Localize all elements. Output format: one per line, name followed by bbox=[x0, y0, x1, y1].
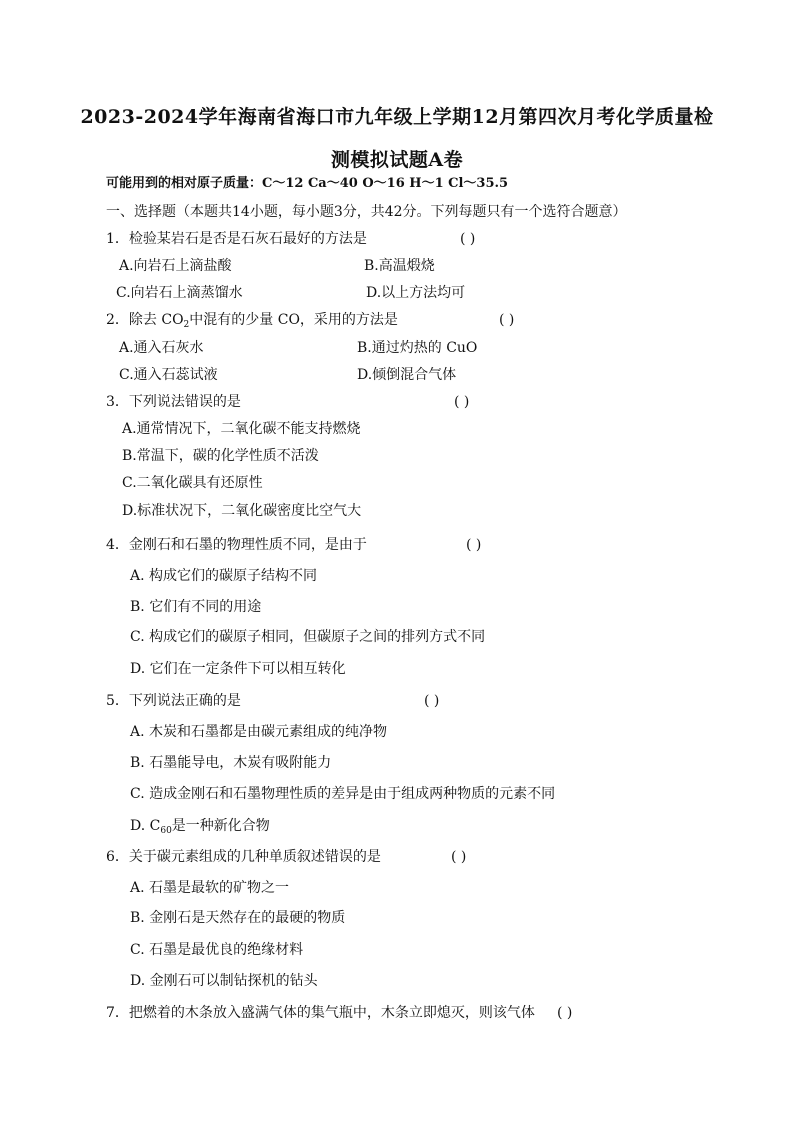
question-6-answer-blank: ( ) bbox=[451, 849, 467, 865]
subscript-2: 2 bbox=[183, 320, 190, 330]
question-3-option-d: D.标准状况下，二氧化碳密度比空气大 bbox=[122, 503, 362, 519]
subscript-60: 60 bbox=[160, 826, 172, 836]
exam-title-line-2: 测模拟试题A卷 bbox=[330, 149, 464, 171]
section-heading: 一、选择题（本题共14小题，每小题3分，共42分。下列每题只有一个选符合题意） bbox=[106, 204, 627, 220]
question-3-option-c: C.二氧化碳具有还原性 bbox=[122, 475, 263, 491]
exam-title-line-1: 2023-2024学年海南省海口市九年级上学期12月第四次月考化学质量检 bbox=[80, 106, 714, 128]
question-7-answer-blank: ( ) bbox=[557, 1005, 573, 1021]
question-3-answer-blank: ( ) bbox=[454, 394, 470, 410]
question-7-stem: 7．把燃着的木条放入盛满气体的集气瓶中，木条立即熄灭，则该气体 bbox=[106, 1005, 535, 1021]
question-2-option-a: A.通入石灰水 bbox=[119, 340, 204, 356]
question-2-option-d: D.倾倒混合气体 bbox=[357, 367, 457, 383]
question-5-stem: 5．下列说法正确的是 bbox=[106, 693, 241, 709]
question-6-stem: 6．关于碳元素组成的几种单质叙述错误的是 bbox=[106, 849, 381, 865]
question-2-answer-blank: ( ) bbox=[499, 312, 515, 328]
question-4-option-c: C. 构成它们的碳原子相同，但碳原子之间的排列方式不同 bbox=[130, 629, 486, 645]
question-5-option-b: B. 石墨能导电，木炭有吸附能力 bbox=[130, 755, 332, 771]
question-1-option-c: C.向岩石上滴蒸馏水 bbox=[116, 285, 243, 301]
question-1-option-b: B.高温煅烧 bbox=[364, 258, 435, 274]
question-3-stem: 3．下列说法错误的是 bbox=[106, 394, 241, 410]
question-4-option-a: A. 构成它们的碳原子结构不同 bbox=[130, 568, 318, 584]
question-1-stem: 1．检验某岩石是否是石灰石最好的方法是 bbox=[106, 231, 367, 247]
question-5-option-d: D. $C_{60}$是一种新化合物 bbox=[130, 818, 270, 836]
question-4-answer-blank: ( ) bbox=[466, 537, 482, 553]
question-1-answer-blank: ( ) bbox=[460, 231, 476, 247]
question-3-option-b: B.常温下，碳的化学性质不活泼 bbox=[122, 448, 319, 464]
question-1-option-a: A.向岩石上滴盐酸 bbox=[119, 258, 232, 274]
question-5-option-a: A. 木炭和石墨都是由碳元素组成的纯净物 bbox=[130, 724, 388, 740]
question-6-option-a: A. 石墨是最软的矿物之一 bbox=[130, 880, 290, 896]
question-1-option-d: D.以上方法均可 bbox=[366, 285, 466, 301]
question-2-stem: 2．除去 $CO_2$中混有的少量 CO，采用的方法是 bbox=[106, 312, 398, 330]
question-5-option-c: C. 造成金刚石和石墨物理性质的差异是由于组成两种物质的元素不同 bbox=[130, 786, 556, 802]
question-6-option-c: C. 石墨是最优良的绝缘材料 bbox=[130, 942, 304, 958]
question-2-option-b: B.通过灼热的 CuO bbox=[357, 340, 478, 356]
question-4-option-b: B. 它们有不同的用途 bbox=[130, 599, 262, 615]
question-5-answer-blank: ( ) bbox=[424, 693, 440, 709]
question-6-option-b: B. 金刚石是天然存在的最硬的物质 bbox=[130, 910, 346, 926]
atomic-mass-note: 可能用到的相对原子质量：C～12 Ca～40 O～16 H～1 Cl～35.5 bbox=[106, 176, 509, 191]
question-4-option-d: D. 它们在一定条件下可以相互转化 bbox=[130, 661, 346, 677]
question-4-stem: 4．金刚石和石墨的物理性质不同，是由于 bbox=[106, 537, 367, 553]
question-6-option-d: D. 金刚石可以制钻探机的钻头 bbox=[130, 973, 318, 989]
question-3-option-a: A.通常情况下，二氧化碳不能支持燃烧 bbox=[122, 421, 361, 437]
question-2-option-c: C.通入石蕊试液 bbox=[119, 367, 218, 383]
